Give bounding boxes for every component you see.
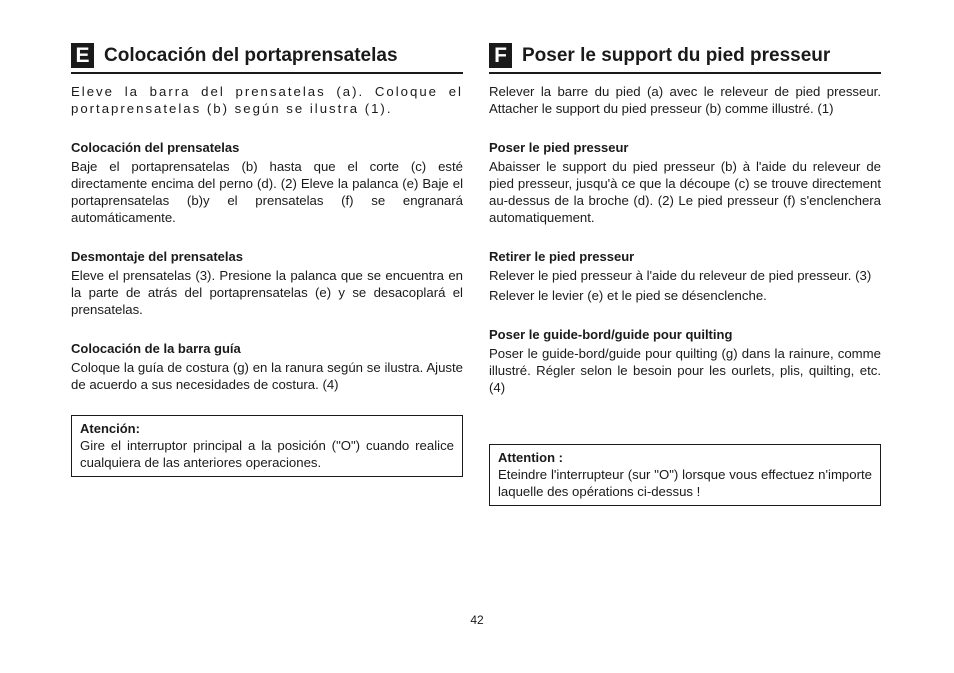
- subheading-barra-guia: Colocación de la barra guía: [71, 341, 241, 356]
- subheading-colocacion-prensatelas: Colocación del prensatelas: [71, 140, 240, 155]
- intro-paragraph: Relever la barre du pied (a) avec le releveur de pied presseur. Attacher le support du pied presseur (b) comme illustré. (1): [489, 84, 881, 116]
- paragraph-desmontaje: Eleve el prensatelas (3). Presione la palanca que se encuentra en la parte de atrás del portaprensatelas (e) y se desacoplará el prensatelas.: [71, 268, 463, 317]
- language-badge-f: F: [489, 43, 512, 68]
- page-number: 42: [470, 613, 484, 627]
- attention-text: Eteindre l'interrupteur (sur "O") lorsque vous effectuez n'importe laquelle des opérations ci-dessus !: [498, 467, 872, 499]
- attention-box: [71, 415, 463, 477]
- section-title: Colocación del portaprensatelas: [104, 44, 398, 66]
- attention-box: [489, 444, 881, 506]
- attention-title: Attention :: [498, 450, 563, 465]
- subheading-desmontaje: Desmontaje del prensatelas: [71, 249, 243, 264]
- intro-paragraph: Eleve la barra del prensatelas (a). Coloque el portaprensatelas (b) según se ilustra (1).: [71, 84, 463, 116]
- subheading-guide-bord: Poser le guide-bord/guide pour quilting: [489, 327, 733, 342]
- paragraph-guide-bord: Poser le guide-bord/guide pour quilting (g) dans la rainure, comme illustré. Régler selon le besoin pour les ourlets, plis, quilting, etc. (4): [489, 346, 881, 395]
- paragraph-retirer-pied-2: Relever le levier (e) et le pied se désenclenche.: [489, 288, 767, 303]
- section-heading-f: [489, 42, 881, 74]
- paragraph-poser-pied: Abaisser le support du pied presseur (b) à l'aide du releveur de pied presseur, jusqu'à ce que la découpe (c) se trouve directement au-dessus de la broche (d). (2) Le pied presseur (f) s'enclenchera automatiquement.: [489, 159, 881, 225]
- spanish-column: [71, 42, 463, 477]
- paragraph-barra-guia: Coloque la guía de costura (g) en la ranura según se ilustra. Ajuste de acuerdo a sus necesidades de costura. (4): [71, 360, 463, 392]
- section-heading-e: [71, 42, 463, 74]
- attention-title: Atención:: [80, 421, 140, 436]
- french-column: [489, 42, 881, 506]
- section-title: Poser le support du pied presseur: [522, 44, 831, 66]
- subheading-poser-pied: Poser le pied presseur: [489, 140, 629, 155]
- subheading-retirer-pied: Retirer le pied presseur: [489, 249, 635, 264]
- language-badge-e: E: [71, 43, 94, 68]
- attention-text: Gire el interruptor principal a la posición ("O") cuando realice cualquiera de las anteriores operaciones.: [80, 438, 454, 470]
- paragraph-retirer-pied: Relever le pied presseur à l'aide du releveur de pied presseur. (3): [489, 268, 872, 283]
- paragraph-colocacion-prensatelas: Baje el portaprensatelas (b) hasta que el corte (c) esté directamente encima del perno (d). (2) Eleve la palanca (e) Baje el portaprensatelas (b)y el prensatelas (f) se engranará automáticamente.: [71, 159, 463, 225]
